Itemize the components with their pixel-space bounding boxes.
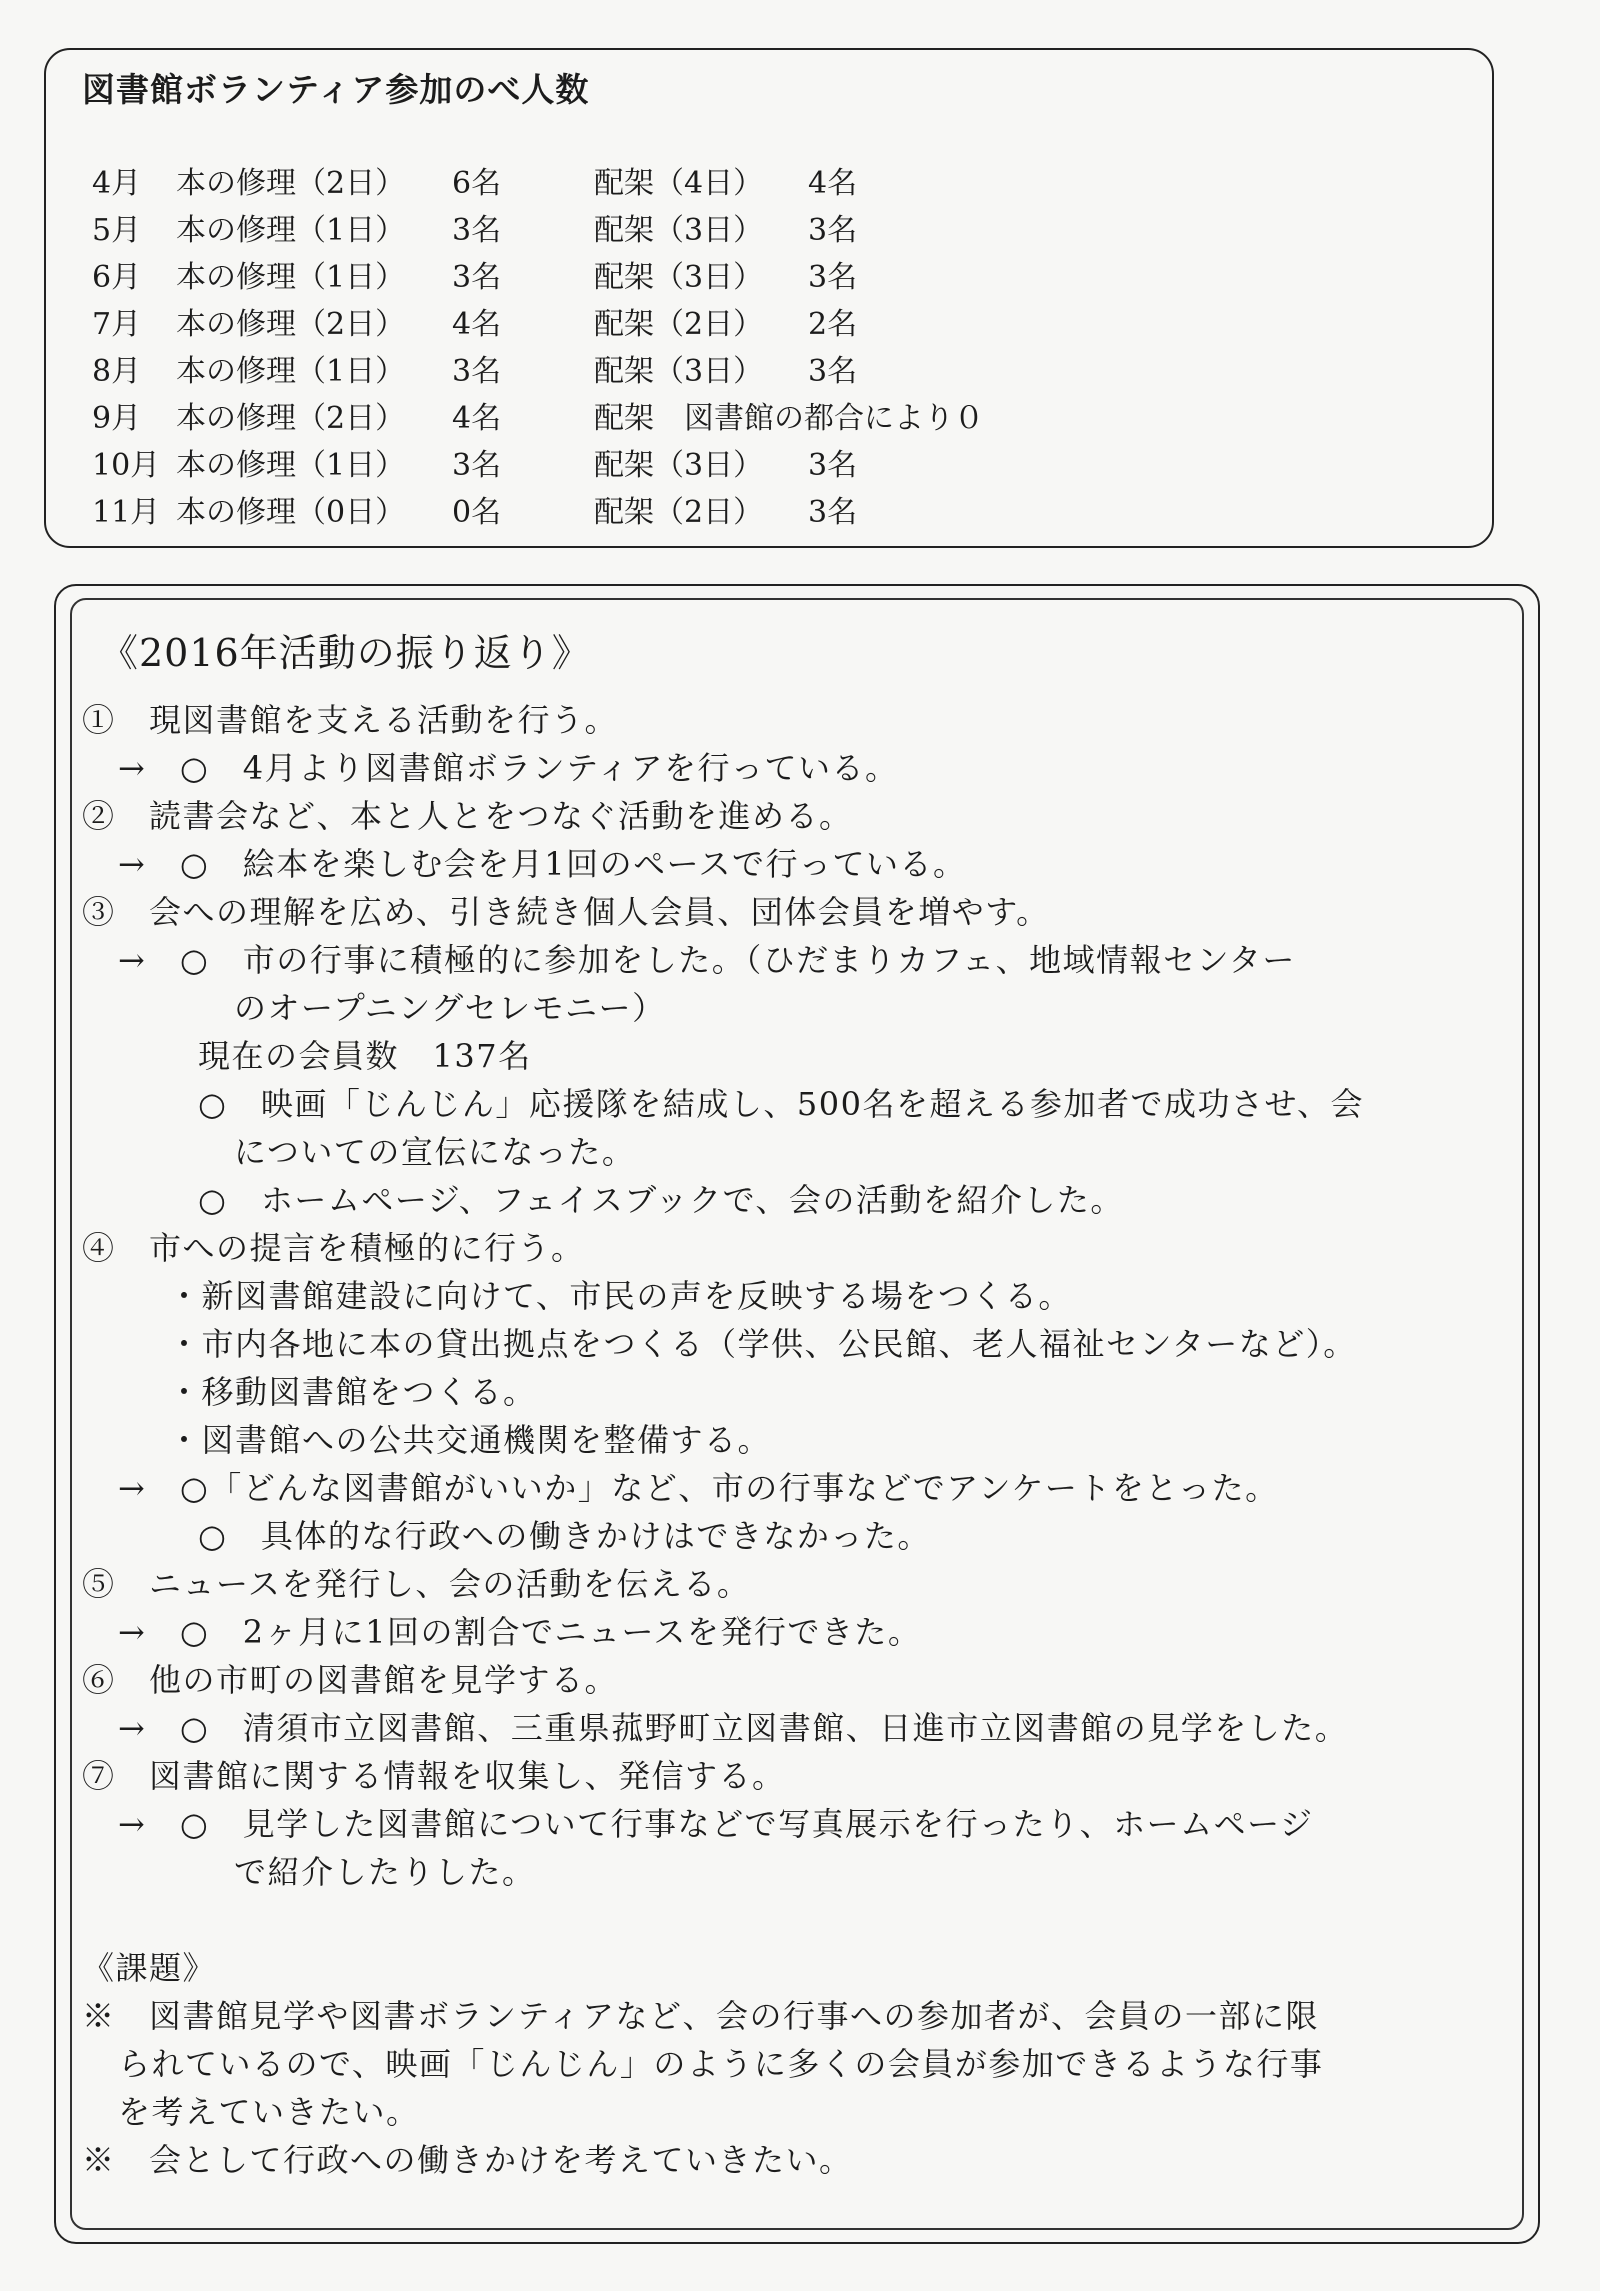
row-shelving: 配架（3日） <box>594 260 764 295</box>
result-4a: → ○「どんな図書館がいいか」など、市の行事などでアンケートをとった。 <box>118 1469 1279 1507</box>
row-month: 7月 <box>92 307 142 342</box>
member-count: 現在の会員数 137名 <box>198 1037 532 1075</box>
row-repair: 本の修理（1日） <box>176 260 406 295</box>
result-3c: ○ ホームページ、フェイスブックで、会の活動を紹介した。 <box>198 1181 1124 1219</box>
result-3b-cont: についての宣伝になった。 <box>234 1133 636 1171</box>
row-shelving: 配架（3日） <box>594 354 764 389</box>
row-shelving: 配架（4日） <box>594 166 764 201</box>
row-repair: 本の修理（1日） <box>176 448 406 483</box>
row-repair: 本の修理（2日） <box>176 401 406 436</box>
row-month: 9月 <box>92 401 142 436</box>
proposal-1: ・新図書館建設に向けて、市民の声を反映する場をつくる。 <box>168 1277 1072 1315</box>
row-shelving-count: 3名 <box>808 354 858 389</box>
goal-7: ⑦ 図書館に関する情報を収集し、発信する。 <box>82 1757 786 1795</box>
row-shelving: 配架（3日） <box>594 213 764 248</box>
row-repair-count: 6名 <box>452 166 502 201</box>
issues-heading: 《課題》 <box>82 1949 217 1987</box>
row-repair: 本の修理（1日） <box>176 354 406 389</box>
row-repair-count: 3名 <box>452 260 502 295</box>
result-7-cont: で紹介したりした。 <box>234 1853 536 1891</box>
row-month: 6月 <box>92 260 142 295</box>
result-6: → ○ 清須市立図書館、三重県菰野町立図書館、日進市立図書館の見学をした。 <box>118 1709 1349 1747</box>
row-shelving: 配架（2日） <box>594 307 764 342</box>
row-shelving: 配架（2日） <box>594 495 764 530</box>
row-repair-count: 0名 <box>452 495 502 530</box>
row-repair: 本の修理（2日） <box>176 307 406 342</box>
result-7: → ○ 見学した図書館について行事などで写真展示を行ったり、ホームページ <box>118 1805 1314 1843</box>
row-repair-count: 3名 <box>452 448 502 483</box>
result-3b: ○ 映画「じんじん」応援隊を結成し、500名を超える参加者で成功させ、会 <box>198 1085 1365 1123</box>
row-repair-count: 4名 <box>452 401 502 436</box>
result-3a-cont: のオープニングセレモニー） <box>234 989 666 1027</box>
goal-3: ③ 会への理解を広め、引き続き個人会員、団体会員を増やす。 <box>82 893 1050 931</box>
row-shelving-count: 3名 <box>808 260 858 295</box>
result-2: → ○ 絵本を楽しむ会を月1回のペースで行っている。 <box>118 845 967 883</box>
row-repair: 本の修理（0日） <box>176 495 406 530</box>
row-month: 4月 <box>92 166 142 201</box>
issue-1: ※ 図書館見学や図書ボランティアなど、会の行事への参加者が、会員の一部に限 <box>82 1997 1319 2035</box>
row-repair: 本の修理（2日） <box>176 166 406 201</box>
row-month: 11月 <box>92 495 161 530</box>
result-1: → ○ 4月より図書館ボランティアを行っている。 <box>118 749 899 787</box>
row-repair-count: 3名 <box>452 213 502 248</box>
proposal-2: ・市内各地に本の貸出拠点をつくる（学供、公民館、老人福祉センターなど）。 <box>168 1325 1357 1363</box>
row-shelving-count: 3名 <box>808 213 858 248</box>
issue-1-cont: を考えていきたい。 <box>118 2093 420 2131</box>
result-5: → ○ 2ヶ月に1回の割合でニュースを発行できた。 <box>118 1613 922 1651</box>
row-repair: 本の修理（1日） <box>176 213 406 248</box>
row-shelving-count: 4名 <box>808 166 858 201</box>
review-title: 《2016年活動の振り返り》 <box>100 631 591 675</box>
row-shelving-count: 2名 <box>808 307 858 342</box>
row-repair-count: 4名 <box>452 307 502 342</box>
goal-1: ① 現図書館を支える活動を行う。 <box>82 701 619 739</box>
result-3a: → ○ 市の行事に積極的に参加をした。（ひだまりカフェ、地域情報センター <box>118 941 1296 979</box>
result-4b: ○ 具体的な行政への働きかけはできなかった。 <box>198 1517 931 1555</box>
proposal-4: ・図書館への公共交通機関を整備する。 <box>168 1421 772 1459</box>
goal-2: ② 読書会など、本と人とをつなぐ活動を進める。 <box>82 797 853 835</box>
volunteer-attendance-box <box>44 48 1494 548</box>
proposal-3: ・移動図書館をつくる。 <box>168 1373 537 1411</box>
row-repair-count: 3名 <box>452 354 502 389</box>
row-month: 8月 <box>92 354 142 389</box>
issue-2: ※ 会として行政への働きかけを考えていきたい。 <box>82 2141 853 2179</box>
row-shelving-count: 3名 <box>808 448 858 483</box>
row-month: 10月 <box>92 448 161 483</box>
row-month: 5月 <box>92 213 142 248</box>
activity-review-box <box>70 598 1524 2230</box>
issue-1-cont: られているので、映画「じんじん」のように多くの会員が参加できるような行事 <box>118 2045 1324 2083</box>
goal-6: ⑥ 他の市町の図書館を見学する。 <box>82 1661 619 1699</box>
goal-4: ④ 市への提言を積極的に行う。 <box>82 1229 585 1267</box>
row-shelving-count: 3名 <box>808 495 858 530</box>
goal-5: ⑤ ニュースを発行し、会の活動を伝える。 <box>82 1565 751 1603</box>
volunteer-box-title: 図書館ボランティア参加のべ人数 <box>82 70 590 109</box>
row-shelving: 配架 図書館の都合により０ <box>594 401 984 436</box>
row-shelving: 配架（3日） <box>594 448 764 483</box>
